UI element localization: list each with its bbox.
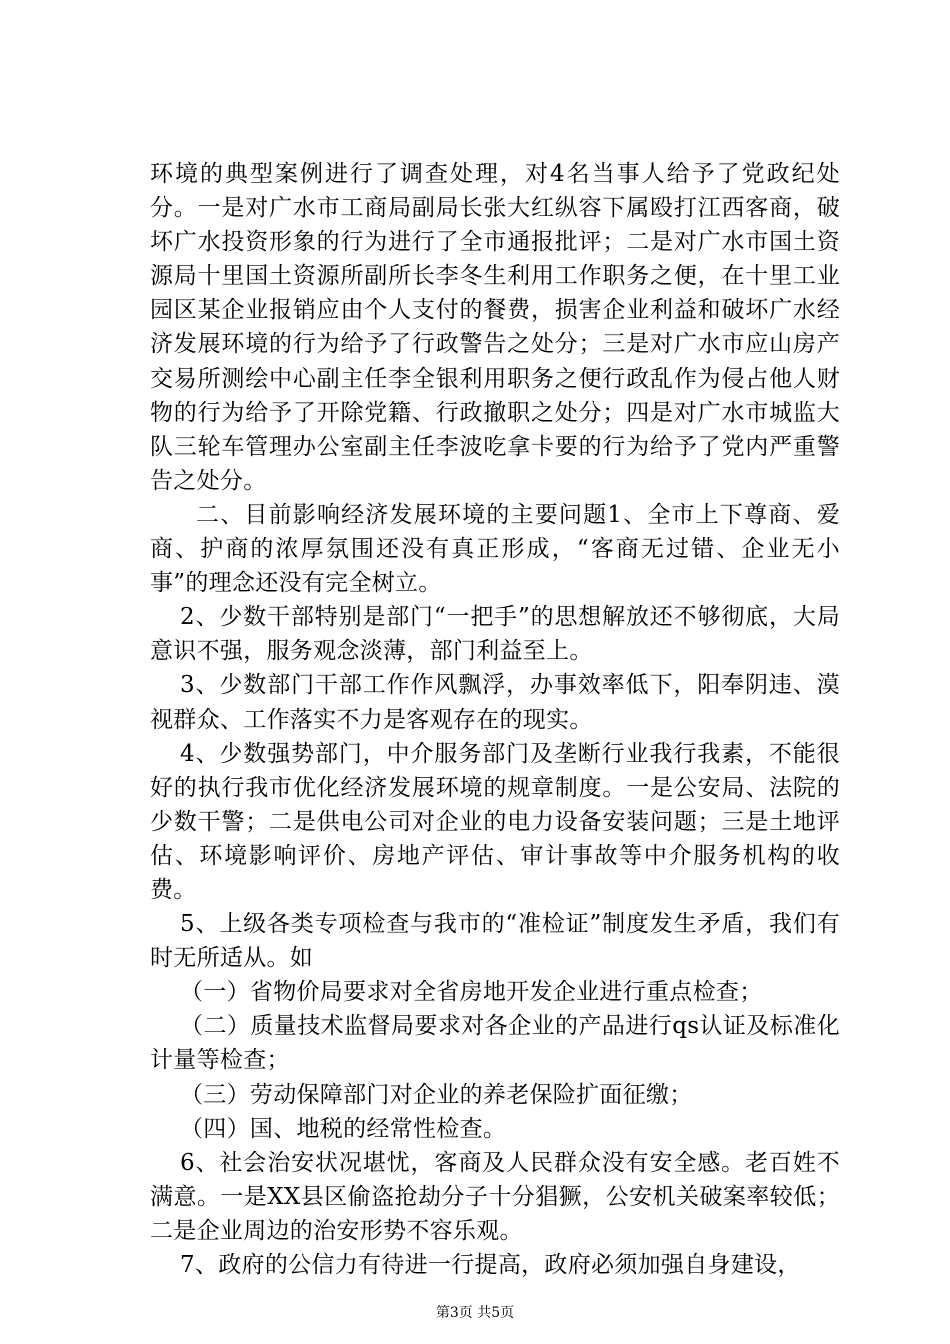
paragraph-subitem-3: （三）劳动保障部门对企业的养老保险扩面征缴；: [180, 1081, 693, 1108]
paragraph-subitem-2: （二）质量技术监督局要求对各企业的产品进行qs认证及标准化计量等检查；: [150, 1013, 840, 1074]
paragraph-item-4: 4、少数强势部门，中介服务部门及垄断行业我行我素，不能很好的执行我市优化经济发展环境的规章制度。一是公安局、法院的少数干警；二是供电公司对企业的电力设备安装问题；三是土地评估、环境影响评价、房地产评估、审计事故等中介服务机构的收费。: [150, 740, 840, 903]
paragraph-item-5: 5、上级各类专项检查与我市的“准检证”制度发生矛盾，我们有时无所适从。如: [150, 911, 840, 972]
paragraph-item-7: 7、政府的公信力有待进一行提高，政府必须加强自身建设，: [180, 1252, 801, 1278]
paragraph-item-2: 2、少数干部特别是部门“一把手”的思想解放还不够彻底，大局意识不强，服务观念淡薄，部门利益至上。: [150, 604, 840, 665]
paragraph-item-3: 3、少数部门干部工作作风飘浮，办事效率低下，阳奉阴违、漠视群众、工作落实不力是客观存在的现实。: [150, 672, 840, 733]
page-footer: 第3页 共5页: [435, 1305, 515, 1321]
paragraph-main-problems: 二、目前影响经济发展环境的主要问题1、全市上下尊商、爱商、护商的浓厚氛围还没有真正形成，“客商无过错、企业无小事”的理念还没有完全树立。: [150, 501, 840, 597]
document-body: [150, 157, 840, 1282]
paragraph-subitem-1: （一）省物价局要求对全省房地开发企业进行重点检查；: [180, 979, 763, 1006]
paragraph-case-summary: 环境的典型案例进行了调查处理，对4名当事人给予了党政纪处分。一是对广水市工商局副局长张大红纵容下属殴打江西客商，破坏广水投资形象的行为进行了全市通报批评；二是对广水市国土资源局十里国土资源所副所长李冬生利用工作职务之便，在十里工业园区某企业报销应由个人支付的餐费，损害企业利益和破坏广水经济发展环境的行为给予了行政警告之处分；三是对广水市应山房产交易所测绘中心副主任李全银利用职务之便行政乱作为侵占他人财物的行为给予了开除党籍、行政撤职之处分；四是对广水市城监大队三轮车管理办公室副主任李波吃拿卡要的行为给予了党内严重警告之处分。: [150, 161, 840, 494]
paragraph-subitem-4: （四）国、地税的经常性检查。: [180, 1115, 507, 1142]
paragraph-item-6: 6、社会治安状况堪忧，客商及人民群众没有安全感。老百姓不满意。一是XX县区偷盗抢劫分子十分猖獗，公安机关破案率较低；二是企业周边的治安形势不容乐观。: [150, 1149, 840, 1244]
